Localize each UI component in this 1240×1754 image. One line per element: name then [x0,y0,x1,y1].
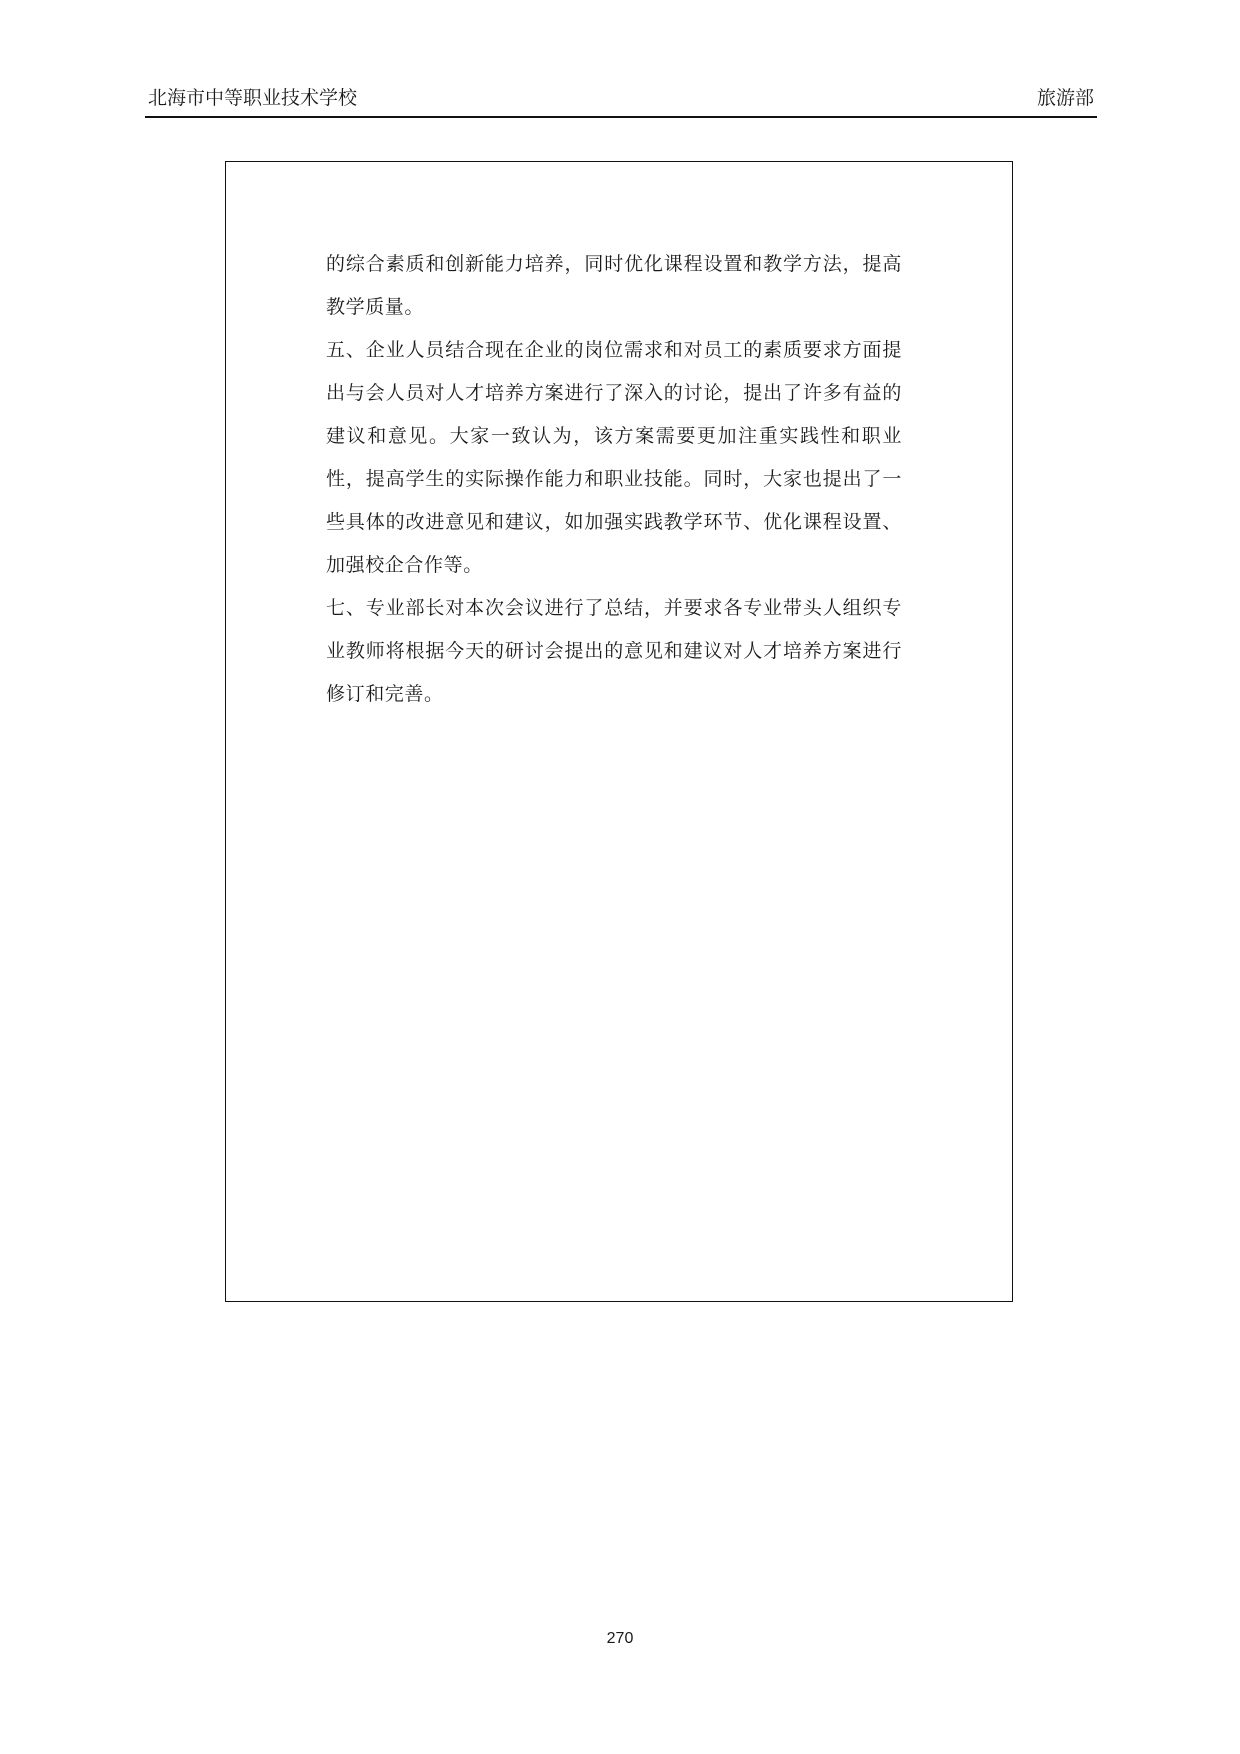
page-number: 270 [606,1630,634,1647]
header-school-name: 北海市中等职业技术学校 [148,87,358,109]
paragraph-continuation: 的综合素质和创新能力培养，同时优化课程设置和教学方法，提高教学质量。 [326,253,902,318]
paragraph-item-five: 五、企业人员结合现在企业的岗位需求和对员工的素质要求方面提出与会人员对人才培养方案进行了深入的讨论，提出了许多有益的建议和意见。大家一致认为，该方案需要更加注重实践性和职业性，提高学生的实际操作能力和职业技能。同时，大家也提出了一些具体的改进意见和建议，如加强实践教学环节、优化课程设置、加强校企合作等。 [326,339,902,576]
paragraph-item-seven: 七、专业部长对本次会议进行了总结，并要求各专业带头人组织专业教师将根据今天的研讨会提出的意见和建议对人才培养方案进行修订和完善。 [326,597,902,705]
meeting-notes-body [326,243,902,716]
header-department: 旅游部 [1036,87,1094,109]
page-header [145,86,1097,118]
